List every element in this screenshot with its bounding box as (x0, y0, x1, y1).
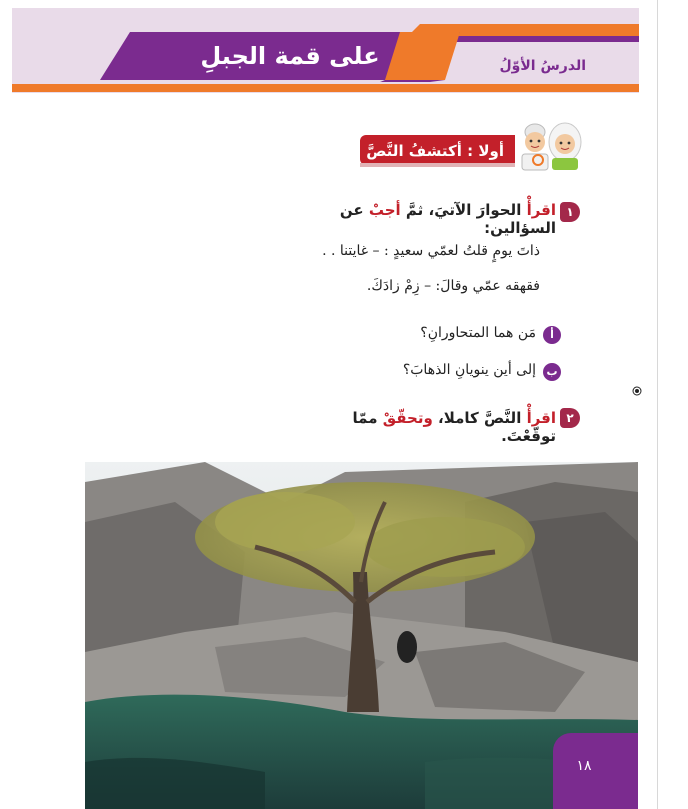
instruction-verb: اقرأْ (526, 201, 556, 219)
registration-mark-icon (632, 386, 642, 396)
sub-question-text: مَن هما المتحاورانِ؟ (420, 325, 536, 341)
instruction-verb: أجبْ (368, 201, 401, 219)
lesson-label: الدرسُ الأوّلُ (499, 58, 586, 74)
sub-question-badge: أ (543, 326, 561, 344)
question-number-badge: ١ (560, 202, 580, 222)
instruction-text: النَّصَّ كاملا، (432, 409, 527, 427)
margin-line (657, 0, 658, 809)
question2-instruction (300, 409, 556, 445)
dialogue-line: فقهقه عمّي وقالَ: – زِمْ زادَكَ. (366, 278, 540, 294)
instruction-text: عن السؤالين: (339, 201, 556, 237)
sub-question-text: إلى أين ينويانِ الذهابَ؟ (402, 362, 536, 378)
section-heading: أولا : أكتشفُ النَّصَّ : (366, 142, 504, 186)
dialogue-line: ذاتَ يومٍ قلتُ لعمّي سعيدٍ : – غايتنا . . (322, 243, 540, 259)
question-number-badge: ٢ (560, 408, 580, 428)
question1-instruction (300, 201, 556, 237)
instruction-text: الحوارَ الآتيَ، ثمَّ (400, 201, 527, 219)
page-number: ١٨ (576, 758, 592, 774)
kids-reading-icon (510, 120, 588, 172)
instruction-text: ممّا توقّعْتَ. (352, 409, 556, 445)
instruction-verb: وتحقّقْ (382, 409, 433, 427)
sub-question-badge: ب (543, 363, 561, 381)
lesson-title: على قمة الجبلِ (200, 42, 380, 70)
instruction-verb: اقرأْ (526, 409, 556, 427)
